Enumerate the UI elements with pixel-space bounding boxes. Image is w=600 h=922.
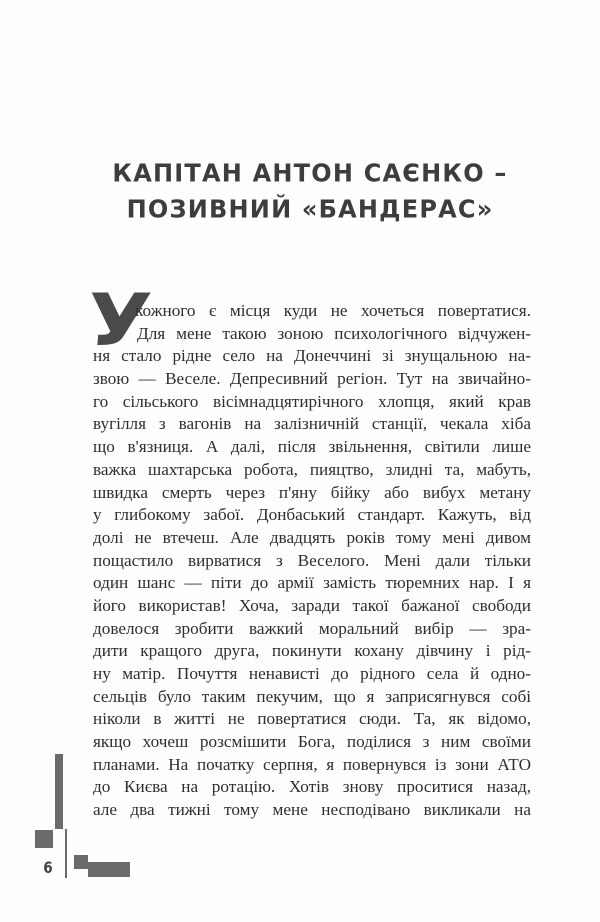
body-text	[93, 300, 531, 822]
text-line: один шанс — піти до армії замість тюремних нар. І я	[93, 573, 531, 593]
text-line: ніколи в житті не повертатися сюди. Та, як відомо,	[93, 709, 531, 729]
text-line: ну матір. Почуття ненависті до рідного села й одно-	[93, 664, 531, 683]
text-line: звою — Веселе. Депресивний регіон. Тут на звичайно-	[93, 369, 531, 389]
decor-wide-bar	[88, 862, 130, 877]
page-number: 6	[43, 858, 53, 877]
text-line: до Києва на ротацію. Хотів знову проситися назад,	[93, 777, 531, 797]
chapter-title-line-2: ПОЗИВНИЙ «БАНДЕРАС»	[126, 194, 494, 224]
decor-small-square	[74, 855, 88, 869]
text-line: го сільського вісімнадцятирічного хлопця, який крав	[93, 391, 531, 411]
text-line: планами. На початку серпня, я повернувся із зони АТО	[93, 754, 531, 774]
text-line: вугілля з вагонів на залізничній станції, чекала хіба	[93, 414, 531, 434]
text-line: але два тижні тому мене несподівано викликали на	[93, 800, 531, 820]
decor-tall-bar	[55, 754, 63, 829]
chapter-title-line-1: КАПІТАН АНТОН САЄНКО –	[112, 158, 508, 188]
text-line: якщо хочеш розсмішити Бога, поділися з ним своїми	[93, 732, 531, 752]
text-line: у глибокому забої. Донбаський стандарт. Кажуть, від	[93, 505, 531, 525]
text-line: його використав! Хоча, заради такої бажаної свободи	[93, 595, 531, 615]
text-line: долі не втечеш. Але двадцять років тому мені дивом	[93, 527, 531, 547]
decor-thin-divider	[65, 829, 67, 878]
text-line: Для мене такою зоною психологічного відчужен-	[137, 323, 531, 343]
text-line: ня стало рідне село на Донеччині зі знущальною на-	[93, 346, 531, 366]
text-line: швидка смерть через п'яну бійку або вибух метану	[93, 482, 531, 502]
decor-left-square	[35, 830, 53, 848]
chapter-title	[100, 155, 520, 226]
text-line: що в'язниця. А далі, після звільнення, світили лише	[93, 437, 531, 457]
text-line: дити кращого друга, покинути кохану дівчину і рід-	[93, 641, 531, 661]
text-line: кожного є місця куди не хочеться повертатися.	[135, 301, 531, 320]
text-line: сельців було таким пекучим, що я заприсягнувся собі	[93, 686, 531, 706]
text-line: довелося зробити важкий моральний вибір — зра-	[93, 618, 531, 638]
text-line: важка шахтарська робота, пияцтво, злидні та, мабуть,	[93, 459, 531, 479]
drop-cap: У	[83, 278, 155, 362]
text-line: пощастило вирватися з Веселого. Мені дали тільки	[93, 550, 531, 570]
